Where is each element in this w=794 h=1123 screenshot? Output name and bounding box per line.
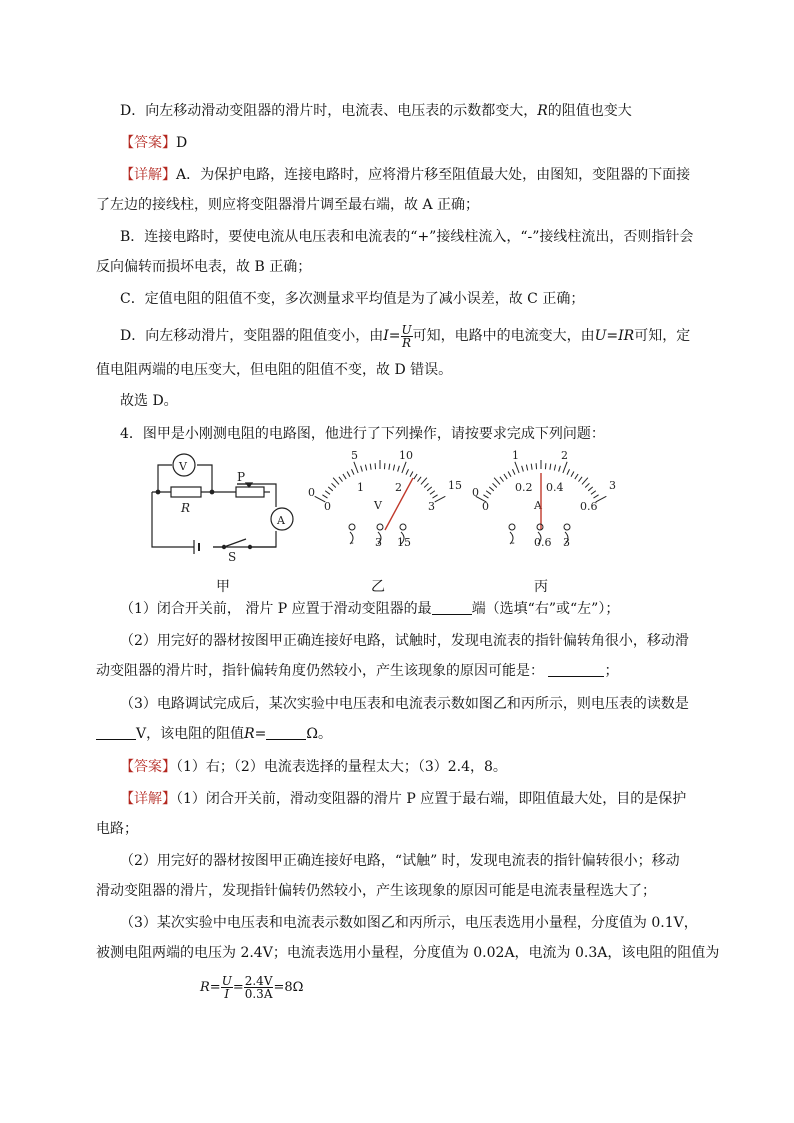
- scale-tick: [567, 469, 570, 474]
- scale-tick: [559, 466, 561, 472]
- a-terminal-3: 3: [563, 536, 570, 549]
- scale-tick: [493, 483, 497, 487]
- fig-label-bing: 丙: [534, 579, 548, 595]
- v-bottom-3: 3: [428, 500, 435, 513]
- scale-tick: [421, 478, 427, 485]
- scale-tick: [483, 495, 488, 498]
- fraction-u-over-i: $\frac{U}{I}$: [221, 974, 232, 1001]
- v-top-5: 5: [351, 449, 358, 462]
- a-top-1: 1: [512, 449, 519, 462]
- q4-detail1-line2: 电路；: [96, 821, 138, 837]
- a-top-3: 3: [609, 479, 616, 492]
- scale-tick: [333, 478, 339, 485]
- voltmeter-symbol: V: [179, 460, 187, 473]
- option-d: D．向左移动滑动变阻器的滑片时，电流表、电压表的示数都变大，R的阻值也变大: [120, 103, 632, 119]
- v-top-0: 0: [308, 486, 315, 499]
- scale-tick: [365, 465, 366, 471]
- scale-tick: [504, 474, 507, 479]
- scale-tick: [433, 495, 438, 498]
- resistor-label: R: [181, 501, 191, 515]
- slider-label: P: [237, 470, 246, 484]
- blank-4[interactable]: [266, 725, 306, 740]
- a-terminal-minus: -: [511, 536, 515, 549]
- q4-part3-line2: V，该电阻的阻值R= Ω。: [96, 724, 332, 744]
- blank-1[interactable]: [432, 600, 472, 615]
- voltmeter-dial: [308, 449, 462, 549]
- scale-tick: [351, 469, 354, 474]
- scale-tick: [588, 487, 593, 491]
- scale-tick: [489, 487, 494, 491]
- scale-tick: [406, 469, 409, 474]
- ammeter-dial: [472, 449, 616, 549]
- scale-tick: [389, 464, 390, 470]
- scale-tick: [591, 491, 596, 495]
- q4-part1: （1）闭合开关前， 滑片 P 应置于滑动变阻器的最 端（选填“右”或“左”）；: [120, 601, 620, 617]
- detail-b-line1: B．连接电路时，要使电流从电压表和电流表的“+”接线柱流入，“-”接线柱流出，否则指针会: [120, 229, 694, 245]
- scale-tick: [500, 477, 504, 482]
- q4-part3-line1: （3）电路调试完成后，某次实验中电压表和电流表示数如图乙和丙所示，则电压表的读数是: [120, 696, 689, 712]
- scale-tick: [585, 483, 589, 487]
- a-bottom-02: 0.2: [515, 481, 533, 494]
- a-bottom-06: 0.6: [580, 500, 598, 513]
- answer-tag: 【答案】: [120, 135, 176, 151]
- scale-tick: [522, 466, 524, 472]
- scale-tick: [328, 487, 333, 491]
- v-terminal-15: 15: [397, 536, 411, 549]
- scale-tick: [594, 495, 599, 498]
- q4-detail3-line1: （3）某次实验中电压表和电流表示数如图乙和丙所示，电压表选用小量程，分度值为 0.1V，: [120, 915, 698, 931]
- scale-tick: [414, 474, 417, 479]
- v-top-10: 10: [399, 449, 413, 462]
- q4-part2-line1: （2）用完好的器材按图甲正确连接好电路，试触时，发现电流表的指针偏转角很小，移动滑: [120, 633, 689, 649]
- scale-tick: [332, 483, 336, 487]
- blank-3[interactable]: [96, 725, 136, 740]
- scale-tick: [430, 491, 435, 495]
- fig-label-jia: 甲: [216, 579, 230, 595]
- answer-tag: 【答案】: [120, 759, 176, 775]
- detail-d-line1: D．向左移动滑片，变阻器的阻值变小，由I= $\frac{U}{R}$ 可知，电路中的电流变大，由U=IR可知，定: [120, 322, 691, 350]
- scale-tick: [582, 478, 588, 485]
- scale-tick: [370, 464, 371, 470]
- scale-tick: [410, 471, 413, 476]
- scale-tick: [512, 469, 515, 474]
- scale-tick: [571, 471, 574, 476]
- scale-tick: [427, 487, 432, 491]
- a-unit: A: [534, 499, 542, 512]
- scale-tick: [563, 462, 567, 473]
- detail-a-line1: 【详解】A．为保护电路，连接电路时，应将滑片移至阻值最大处，由图知，变阻器的下面接: [120, 167, 691, 183]
- detail-d-line2: 值电阻两端的电压变大，但电阻的阻值不变，故 D 错误。: [96, 362, 453, 378]
- scale-tick: [578, 477, 582, 482]
- detail-a-line2: 了左边的接线柱，则应将变阻器滑片调至最右端，故 A 正确；: [96, 197, 480, 213]
- a-terminal-06: 0.6: [534, 536, 552, 549]
- a-bottom-04: 0.4: [546, 481, 564, 494]
- detail-tag: 【详解】: [120, 167, 176, 183]
- q4-stem: 4．图甲是小刚测电阻的电路图，他进行了下列操作，请按要求完成下列问题：: [120, 426, 605, 442]
- scale-tick: [339, 477, 343, 482]
- scale-tick: [531, 464, 532, 470]
- switch-label: S: [228, 550, 237, 564]
- q4-part2-line2: 动变阻器的滑片时，指针偏转角度仍然较小，产生该现象的原因可能是： ；: [96, 663, 619, 679]
- q4-detail1-line1: 【详解】（1）闭合开关前，滑动变阻器的滑片 P 应置于最右端，即阻值最大处，目的是保护: [120, 791, 687, 807]
- scale-tick: [494, 478, 500, 485]
- q4-detail2-line2: 滑动变阻器的滑片，发现指针偏转仍然较小，产生该现象的原因可能是电流表量程选大了；: [96, 883, 656, 899]
- scale-tick: [393, 465, 394, 471]
- circuit-diagram: [152, 454, 293, 554]
- fraction-u-over-r: $\frac{U}{R}$: [401, 322, 412, 350]
- q4-answer: 【答案】（1）右；（2）电流表选择的量程太大；（3）2.4，8。: [120, 759, 507, 775]
- scale-tick: [435, 496, 446, 502]
- a-top-0: 0: [472, 486, 479, 499]
- q4-detail3-line2: 被测电阻两端的电压为 2.4V；电流表选用小量程，分度值为 0.02A，电流为 0.3A，该电阻的阻值为: [96, 945, 720, 961]
- fraction-values: $\frac{2.4V}{0.3A}$: [244, 974, 273, 1001]
- scale-tick: [347, 471, 350, 476]
- answer-line: 【答案】D: [120, 135, 188, 151]
- v-terminal-3: 3: [375, 536, 382, 549]
- scale-tick: [343, 474, 346, 479]
- scale-tick: [508, 471, 511, 476]
- scale-tick: [402, 462, 406, 473]
- v-top-15: 15: [448, 479, 462, 492]
- detail-tag: 【详解】: [120, 791, 176, 807]
- scale-tick: [424, 483, 428, 487]
- v-unit: V: [374, 499, 382, 512]
- scale-tick: [361, 466, 363, 472]
- scale-tick: [526, 465, 527, 471]
- scale-tick: [322, 495, 327, 498]
- v-bottom-1: 1: [357, 481, 364, 494]
- scale-tick: [486, 491, 491, 495]
- scale-tick: [354, 462, 358, 473]
- ammeter-symbol: A: [277, 514, 285, 527]
- a-top-2: 2: [561, 449, 568, 462]
- scale-tick: [325, 491, 330, 495]
- v-bottom-0: 0: [324, 500, 331, 513]
- choose-line: 故选 D。: [120, 393, 178, 409]
- detail-c-line: C．定值电阻的阻值不变，多次测量求平均值是为了减小误差，故 C 正确；: [120, 291, 585, 307]
- v-terminal-minus: -: [350, 536, 354, 549]
- figures: [0, 443, 794, 578]
- scale-tick: [550, 464, 551, 470]
- v-bottom-2: 2: [395, 481, 402, 494]
- scale-tick: [515, 462, 519, 473]
- scale-tick: [575, 474, 578, 479]
- scale-tick: [398, 466, 400, 472]
- scale-tick: [417, 477, 421, 482]
- detail-b-line2: 反向偏转而损坏电表，故 B 正确；: [96, 259, 312, 275]
- q4-detail2-line1: （2）用完好的器材按图甲正确连接好电路，“试触” 时，发现电流表的指针偏转很小；移动: [120, 853, 680, 869]
- fig-label-yi: 乙: [371, 579, 385, 595]
- resistance-formula: R= $\frac{U}{I}$ = $\frac{2.4V}{0.3A}$ =8Ω: [200, 974, 304, 1001]
- a-bottom-0: 0: [482, 500, 489, 513]
- blank-2[interactable]: [548, 662, 604, 677]
- scale-tick: [554, 465, 555, 471]
